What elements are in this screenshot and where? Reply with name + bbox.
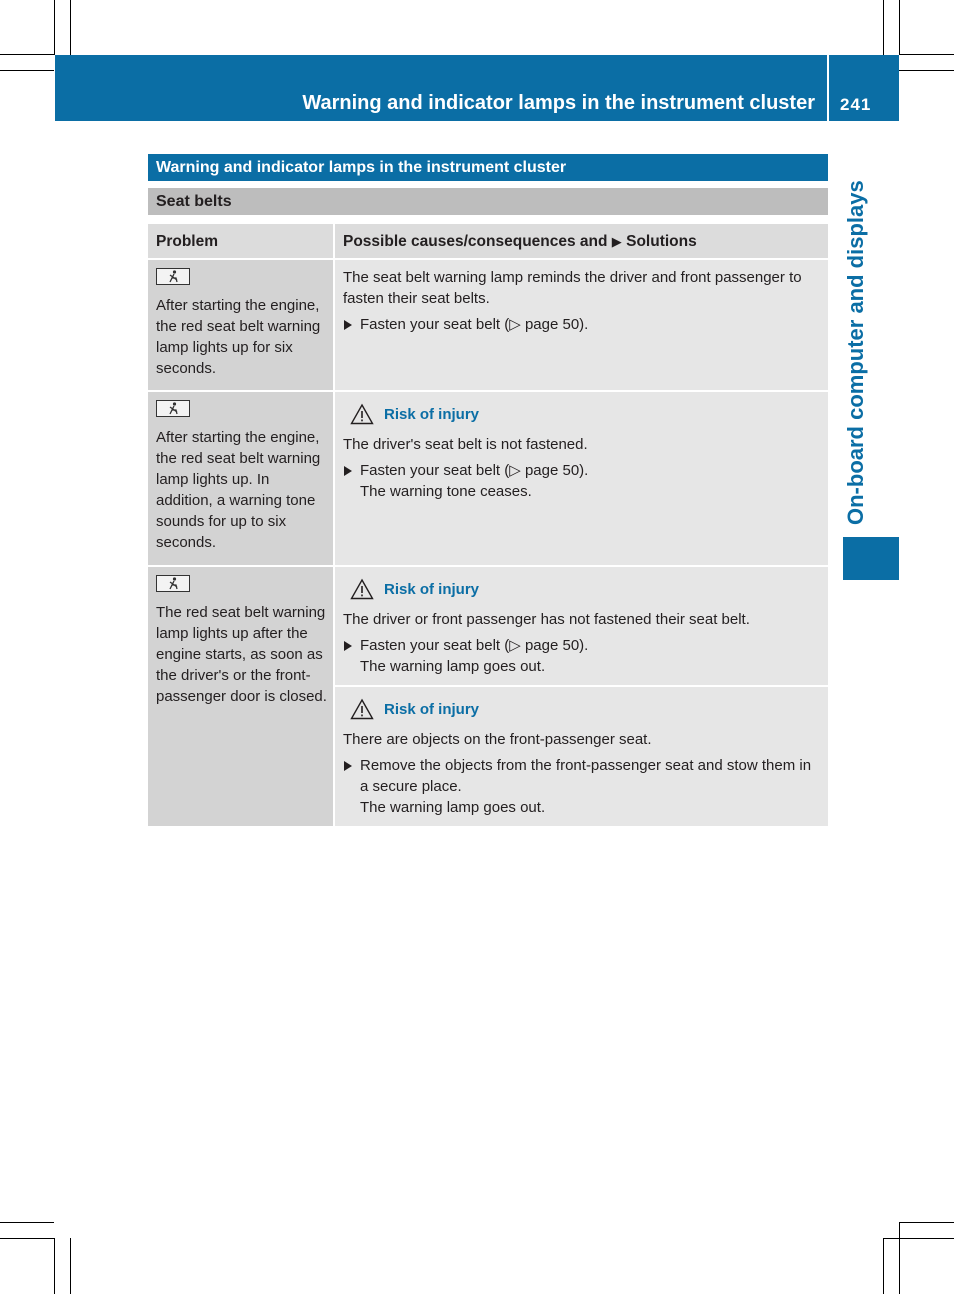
result-text: The warning tone ceases.	[360, 483, 532, 500]
warning-triangle-icon	[350, 698, 374, 720]
action-step	[343, 314, 822, 335]
step-arrow-icon	[344, 761, 352, 771]
solutions-header-prefix: Possible causes/consequences and	[343, 232, 608, 250]
seat-belt-table	[148, 224, 828, 826]
side-chapter-tab	[843, 537, 899, 580]
problem-text: After starting the engine, the red seat belt warning lamp lights up for six seconds.	[156, 297, 321, 377]
step-text: Fasten your seat belt (▷ page 50).	[360, 316, 589, 333]
page-header	[55, 55, 827, 121]
risk-label: Risk of injury	[384, 580, 480, 598]
solution-cell	[334, 259, 828, 391]
step-text: Fasten your seat belt (▷ page 50).	[360, 462, 589, 479]
solution-cell	[334, 391, 828, 566]
cause-text: The seat belt warning lamp reminds the driver and front passenger to fasten their seat belts.	[343, 269, 802, 307]
crop-mark	[899, 54, 954, 55]
problem-text: The red seat belt warning lamp lights up after the engine starts, as soon as the driver's or the front-passenger door is closed.	[156, 604, 327, 705]
warning-triangle-icon	[350, 403, 374, 425]
page-number: 241	[840, 95, 872, 114]
step-text: Remove the objects from the front-passenger seat and stow them in a secure place.	[360, 757, 812, 795]
crop-mark	[70, 1238, 71, 1294]
step-arrow-icon	[344, 466, 352, 476]
risk-heading	[343, 578, 822, 600]
table-header-row	[148, 224, 828, 259]
problem-cell	[148, 566, 334, 826]
crop-mark	[0, 1222, 54, 1223]
page-number-box	[829, 55, 899, 121]
crop-mark	[54, 0, 55, 55]
table-row	[148, 391, 828, 566]
crop-mark	[899, 1222, 900, 1294]
problem-cell	[148, 391, 334, 566]
crop-mark	[0, 70, 54, 71]
table-row	[148, 566, 828, 686]
cause-text: The driver or front passenger has not fastened their seat belt.	[343, 611, 750, 628]
problem-cell	[148, 259, 334, 391]
crop-mark	[54, 1238, 55, 1294]
side-chapter-label: On-board computer and displays	[843, 180, 868, 525]
step-text: Fasten your seat belt (▷ page 50).	[360, 637, 589, 654]
crop-mark	[883, 1238, 954, 1239]
action-step	[343, 635, 822, 656]
crop-mark	[899, 1222, 954, 1223]
risk-heading	[343, 698, 822, 720]
solutions-header-suffix: Solutions	[626, 232, 697, 250]
solutions-arrow-icon: ▶	[611, 233, 622, 249]
crop-mark	[899, 0, 900, 55]
action-step	[343, 460, 822, 481]
solution-cell	[334, 686, 828, 826]
cause-text: There are objects on the front-passenger seat.	[343, 731, 652, 748]
solution-cell	[334, 566, 828, 686]
table-row	[148, 259, 828, 391]
warning-triangle-icon	[350, 578, 374, 600]
risk-label: Risk of injury	[384, 405, 480, 423]
step-arrow-icon	[344, 641, 352, 651]
crop-mark	[0, 54, 54, 55]
result-text: The warning lamp goes out.	[360, 799, 546, 816]
seat-belt-warning-icon	[156, 400, 190, 417]
crop-mark	[70, 0, 71, 55]
header-title: Warning and indicator lamps in the instrument cluster	[302, 92, 815, 114]
seat-belt-warning-icon	[156, 268, 190, 285]
crop-mark	[883, 0, 884, 55]
section-title: Warning and indicator lamps in the instrument cluster	[148, 154, 828, 181]
column-header-solutions	[334, 224, 828, 259]
problem-text: After starting the engine, the red seat belt warning lamp lights up. In addition, a warning tone sounds for up to six seconds.	[156, 429, 321, 551]
risk-label: Risk of injury	[384, 700, 480, 718]
section-subtitle: Seat belts	[148, 188, 828, 215]
crop-mark	[0, 1238, 54, 1239]
crop-mark	[899, 70, 954, 71]
step-arrow-icon	[344, 320, 352, 330]
column-header-problem: Problem	[148, 224, 334, 259]
action-step	[343, 755, 822, 797]
seat-belt-warning-icon	[156, 575, 190, 592]
result-text: The warning lamp goes out.	[360, 658, 546, 675]
cause-text: The driver's seat belt is not fastened.	[343, 436, 588, 453]
crop-mark	[883, 1238, 884, 1294]
risk-heading	[343, 403, 822, 425]
